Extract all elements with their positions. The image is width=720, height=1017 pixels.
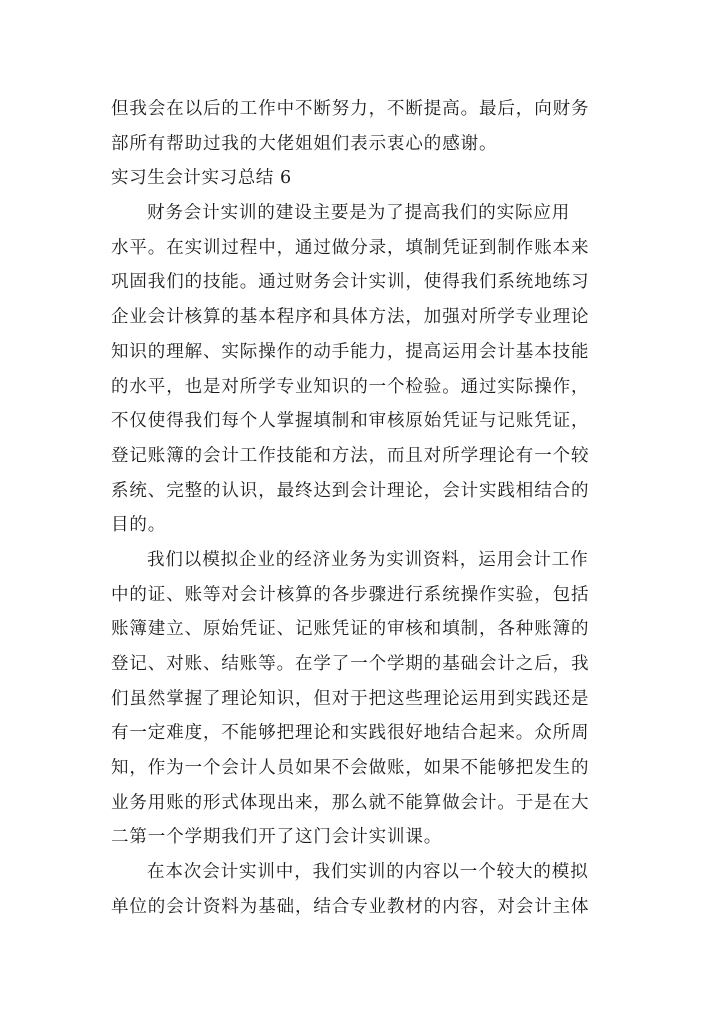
text-line: 登记账簿的会计工作技能和方法，而且对所学理论有一个较 <box>111 445 590 466</box>
text-line: 不仅使得我们每个人掌握填制和审核原始凭证与记账凭证， <box>111 411 590 432</box>
text-line: 二第一个学期我们开了这门会计实训课。 <box>111 827 443 848</box>
text-line: 有一定难度，不能够把理论和实践很好地结合起来。众所周 <box>111 723 590 744</box>
text-line: 单位的会计资料为基础，结合专业教材的内容，对会计主体 <box>111 896 590 917</box>
text-line: 系统、完整的认识，最终达到会计理论，会计实践相结合的 <box>111 480 590 501</box>
text-line: 中的证、账等对会计核算的各步骤进行系统操作实验，包括 <box>111 584 590 605</box>
text-line: 们虽然掌握了理论知识，但对于把这些理论运用到实践还是 <box>111 688 590 709</box>
text-line: 但我会在以后的工作中不断努力，不断提高。最后，向财务 <box>111 99 590 119</box>
text-line: 知，作为一个会计人员如果不会做账，如果不能够把发生的 <box>111 758 590 779</box>
text-line: 巩固我们的技能。通过财务会计实训，使得我们系统地练习 <box>111 272 590 293</box>
text-line: 在本次会计实训中，我们实训的内容以一个较大的模拟 <box>147 862 589 883</box>
document-body <box>111 92 623 925</box>
text-line: 我们以模拟企业的经济业务为实训资料，运用会计工作 <box>147 549 589 570</box>
continuation-paragraph <box>111 92 623 161</box>
text-line: 目的。 <box>111 515 167 536</box>
text-line: 的水平，也是对所学专业知识的一个检验。通过实际操作， <box>111 376 590 397</box>
text-line: 部所有帮助过我的大佬姐姐们表示衷心的感谢。 <box>111 133 498 154</box>
text-line: 企业会计核算的基本程序和具体方法，加强对所学专业理论 <box>111 307 590 328</box>
text-line: 业务用账的形式体现出来，那么就不能算做会计。于是在大 <box>111 792 590 813</box>
section-heading: 实习生会计实习总结 6 <box>111 168 292 189</box>
text-line: 账簿建立、原始凭证、记账凭证的审核和填制，各种账簿的 <box>111 619 590 640</box>
text-line: 登记、对账、结账等。在学了一个学期的基础会计之后，我 <box>111 654 590 674</box>
text-line: 水平。在实训过程中，通过做分录，填制凭证到制作账本来 <box>111 237 590 258</box>
text-line: 财务会计实训的建设主要是为了提高我们的实际应用 <box>147 203 571 224</box>
paragraph-2 <box>111 543 623 855</box>
paragraph-1 <box>111 196 623 543</box>
text-line: 知识的理解、实际操作的动手能力，提高运用会计基本技能 <box>111 341 590 362</box>
paragraph-3 <box>111 855 623 924</box>
